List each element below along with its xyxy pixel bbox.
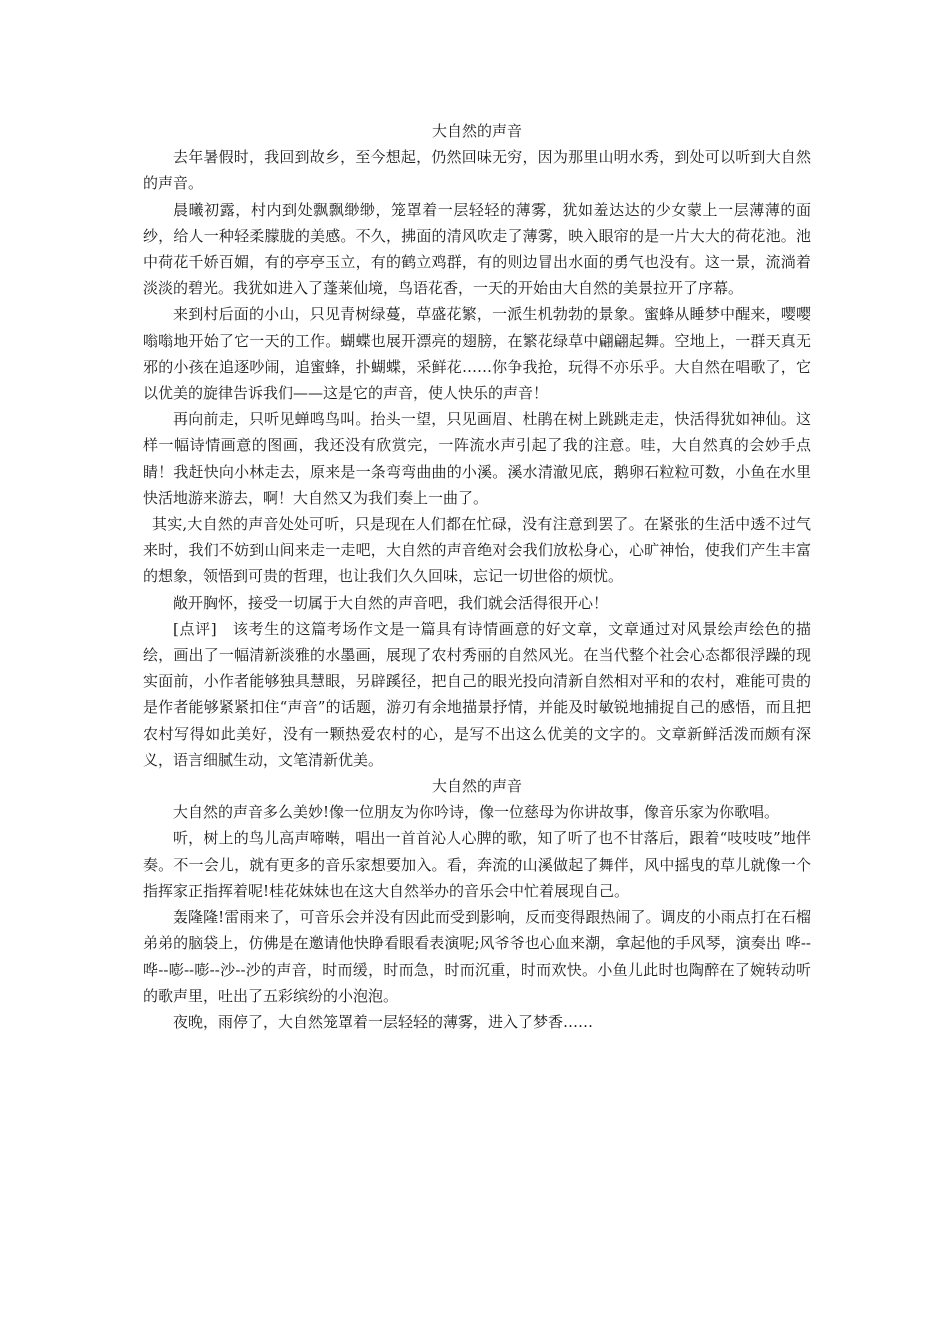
essay1-paragraph-4: 再向前走，只听见蝉鸣鸟叫。抬头一望，只见画眉、杜鹃在树上跳跳走走，快活得犹如神仙。这样一幅诗情画意的图画，我还没有欣赏完，一阵流水声引起了我的注意。哇，大自然真的会妙手点睛！我赶快向小林走去，原来是一条弯弯曲曲的小溪。溪水清澈见底，鹅卵石粒粒可数，小鱼在水里快活地游来游去，啊！大自然又为我们奏上一曲了。: [143, 410, 811, 507]
essay2-paragraph-4: 夜晚，雨停了，大自然笼罩着一层轻轻的薄雾，进入了梦香……: [173, 1012, 594, 1031]
essay1-paragraph-5: 其实,大自然的声音处处可听，只是现在人们都在忙碌，没有注意到罢了。在紧张的生活中透不过气来时，我们不妨到山间来走一走吧，大自然的声音绝对会我们放松身心，心旷神怡，使我们产生丰富的想象，领悟到可贵的哲理，也让我们久久回味，忘记一切世俗的烦忧。: [143, 515, 811, 586]
essay1-paragraph-1: 去年暑假时，我回到故乡，至今想起，仍然回味无穷，因为那里山明水秀，到处可以听到大自然的声音。: [143, 148, 811, 193]
essay1-title: 大自然的声音: [431, 122, 522, 140]
essay2-paragraph-1: 大自然的声音多么美妙!像一位朋友为你吟诗，像一位慈母为你讲故事，像音乐家为你歌唱。: [173, 803, 780, 822]
essay2-title: 大自然的声音: [431, 777, 522, 796]
essay1-paragraph-6: 敞开胸怀，接受一切属于大自然的声音吧，我们就会活得很开心！: [173, 593, 609, 612]
essay2-paragraph-3: 轰隆隆!雷雨来了，可音乐会并没有因此而受到影响，反而变得跟热闹了。调皮的小雨点打在石榴弟弟的脑袋上，仿佛是在邀请他快睁看眼看表演呢;风爷爷也心血来潮，拿起他的手风琴，演奏出 哗--哗--嘭--嘭--沙--沙的声音，时而缓，时而急，时而沉重，时而欢快。小鱼儿此时也陶醉在了婉转动听的歌声里，吐出了五彩缤纷的小泡泡。: [143, 908, 811, 1005]
essay2-paragraph-2: 听，树上的鸟儿高声啼啭，唱出一首首沁人心脾的歌，知了听了也不甘落后，跟着“吱吱吱”地伴奏。不一会儿，就有更多的音乐家想要加入。看，奔流的山溪做起了舞伴，风中摇曳的草儿就像一个指挥家正指挥着呢!桂花妹妹也在这大自然举办的音乐会中忙着展现自己。: [143, 829, 811, 900]
essay1-paragraph-2: 晨曦初露，村内到处飘飘缈缈，笼罩着一层轻轻的薄雾，犹如羞达达的少女蒙上一层薄薄的面纱，给人一种轻柔朦胧的美感。不久，拂面的清风吹走了薄雾，映入眼帘的是一片大大的荷花池。池中荷花千娇百媚，有的亭亭玉立，有的鹤立鸡群，有的则边冒出水面的勇气也没有。这一景，流淌着淡淡的碧光。我犹如进入了蓬莱仙境，鸟语花香，一天的开始由大自然的美景拉开了序幕。: [143, 200, 811, 298]
document-page: [143, 118, 811, 1035]
essay1-paragraph-3: 来到村后面的小山，只见青树绿蔓，草盛花繁，一派生机勃勃的景象。蜜蜂从睡梦中醒来，嘤嘤嗡嗡地开始了它一天的工作。蝴蝶也展开漂亮的翅膀，在繁花绿草中翩翩起舞。空地上，一群天真无邪的小孩在追逐吵闹，追蜜蜂，扑蝴蝶，采鲜花……你争我抢，玩得不亦乐乎。大自然在唱歌了，它以优美的旋律告诉我们——这是它的声音，使人快乐的声音！: [143, 305, 811, 403]
essay1-commentary: [点评] 该考生的这篇考场作文是一篇具有诗情画意的好文章，文章通过对风景绘声绘色的描绘，画出了一幅清新淡雅的水墨画，展现了农村秀丽的自然风光。在当代整个社会心态都很浮躁的现实面前，小作者能够独具慧眼，另辟蹊径，把自己的眼光投向清新自然相对平和的农村，难能可贵的是作者能够紧紧扣住“声音”的话题，游刃有余地描景抒情，并能及时敏锐地捕捉自己的感悟，而且把农村写得如此美好，没有一颗热爱农村的心，是写不出这么优美的文字的。文章新鲜活泼而颇有深义，语言细腻生动，文笔清新优美。: [143, 619, 811, 769]
